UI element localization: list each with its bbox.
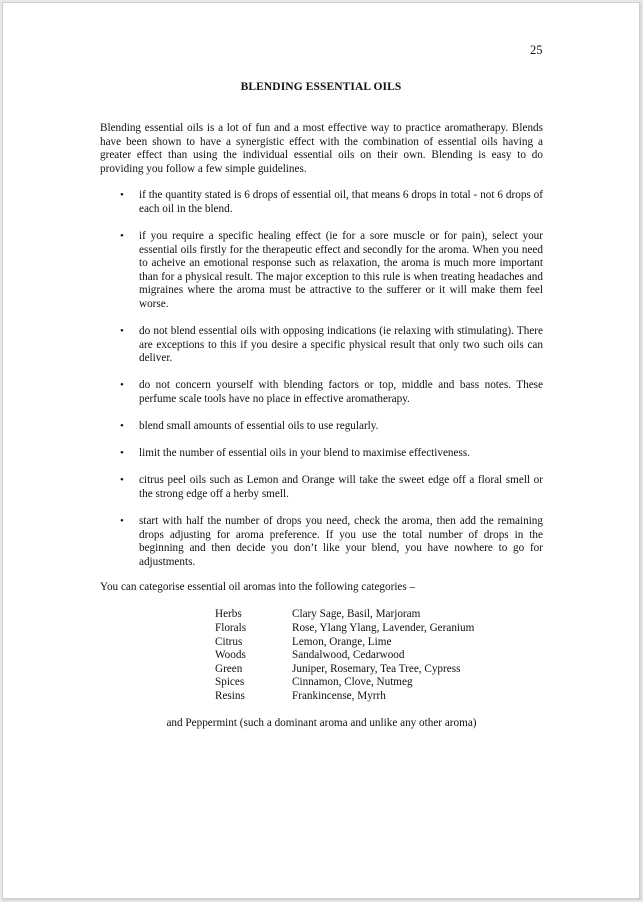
list-item	[100, 420, 543, 434]
table-row	[215, 649, 474, 663]
guideline-text: blend small amounts of essential oils to use regularly.	[139, 420, 379, 433]
aroma-categories-table	[215, 608, 474, 703]
category-name: Woods	[215, 649, 246, 662]
guideline-text: limit the number of essential oils in your blend to maximise effectiveness.	[139, 447, 470, 460]
category-oils: Sandalwood, Cedarwood	[292, 649, 405, 662]
guideline-text: if you require a specific healing effect (ie for a sore muscle or for pain), select your essential oils firstly for the therapeutic effect and secondly for the aroma. When you need to acheive an emotional response such as relaxation, the aroma is much more important than for a physical result. The major exception to this rule is when treating headaches and migraines where the aroma must be attractive to the sufferer or it will make them feel worse.	[139, 230, 543, 311]
guideline-text: do not blend essential oils with opposing indications (ie relaxing with stimulating). There are exceptions to this if you desire a specific physical result that only two such oils can deliver.	[139, 325, 543, 365]
page-title: BLENDING ESSENTIAL OILS	[240, 81, 402, 93]
list-item	[100, 189, 543, 216]
table-row	[215, 636, 474, 650]
table-row	[215, 608, 474, 622]
bullet-icon: •	[120, 189, 124, 202]
list-item	[100, 447, 543, 461]
category-name: Citrus	[215, 635, 243, 648]
page-number: 25	[530, 43, 543, 57]
bullet-icon: •	[120, 514, 124, 527]
category-oils: Frankincense, Myrrh	[292, 690, 386, 702]
guideline-text: do not concern yourself with blending factors or top, middle and bass notes. These perfume scale tools have no place in effective aromatherapy.	[139, 379, 543, 405]
categorise-paragraph: You can categorise essential oil aromas into the following categories –	[100, 580, 416, 593]
category-name: Green	[215, 662, 243, 675]
table-row	[215, 690, 474, 704]
intro-paragraph: Blending essential oils is a lot of fun and a most effective way to practice aromatherapy. Blends have been shown to have a synergistic effect with the combination of essential oils having a greater effect than using the individual essential oils on their own. Blending is easy to do providing you follow a few simple guidelines.	[100, 122, 543, 175]
bullet-icon: •	[120, 420, 124, 433]
list-item	[100, 325, 543, 366]
guidelines-list	[100, 189, 543, 569]
category-oils: Clary Sage, Basil, Marjoram	[292, 608, 421, 621]
list-item	[100, 379, 543, 406]
category-oils: Rose, Ylang Ylang, Lavender, Geranium	[292, 622, 475, 635]
bullet-icon: •	[120, 325, 124, 338]
guideline-text: start with half the number of drops you need, check the aroma, then add the remaining drops adjusting for aroma preference. If you use the total number of drops in the beginning and then decide you don’t like your blend, you have nowhere to go for adjustments.	[139, 514, 543, 568]
bullet-icon: •	[120, 447, 124, 460]
category-name: Florals	[215, 622, 247, 635]
list-item	[100, 515, 543, 569]
category-oils: Juniper, Rosemary, Tea Tree, Cypress	[292, 662, 461, 675]
document-page	[2, 2, 640, 899]
category-oils: Cinnamon, Clove, Nutmeg	[292, 676, 413, 689]
category-name: Herbs	[215, 608, 242, 621]
bullet-icon: •	[120, 379, 124, 392]
list-item	[100, 230, 543, 312]
page-content	[100, 122, 543, 730]
list-item	[100, 474, 543, 501]
category-name: Resins	[215, 690, 245, 702]
table-row	[215, 676, 474, 690]
table-row	[215, 622, 474, 636]
peppermint-note: and Peppermint (such a dominant aroma and unlike any other aroma)	[166, 716, 477, 729]
bullet-icon: •	[120, 474, 124, 487]
bullet-icon: •	[120, 230, 124, 243]
table-row	[215, 663, 474, 677]
guideline-text: citrus peel oils such as Lemon and Orange will take the sweet edge off a floral smell or the strong edge off a herby smell.	[139, 474, 543, 500]
guideline-text: if the quantity stated is 6 drops of essential oil, that means 6 drops in total - not 6 drops of each oil in the blend.	[139, 189, 543, 215]
category-name: Spices	[215, 676, 245, 689]
category-oils: Lemon, Orange, Lime	[292, 635, 392, 648]
